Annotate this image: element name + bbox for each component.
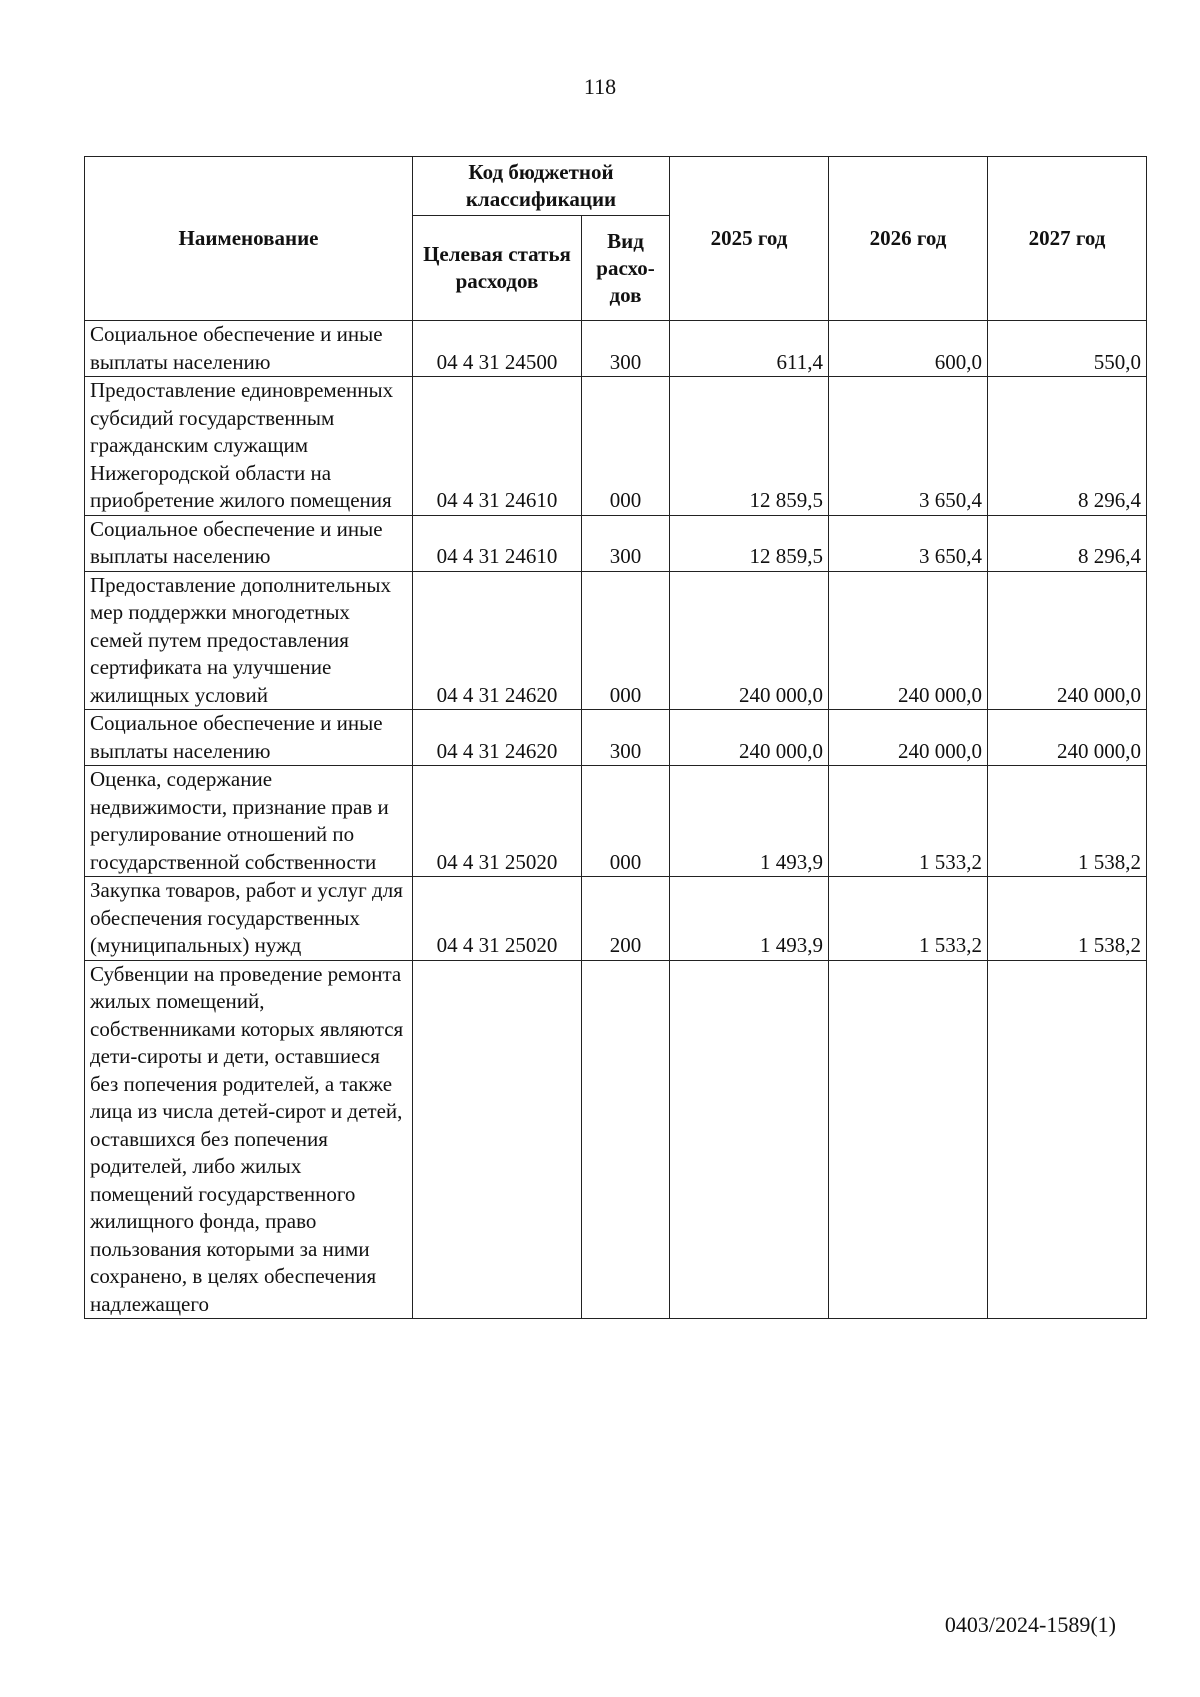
row-value-2026 — [829, 960, 988, 1319]
row-expense-kind: 300 — [582, 321, 670, 377]
row-name: Закупка товаров, работ и услуг для обеспечения государственных (муниципальных) нужд — [85, 877, 413, 961]
row-expense-kind: 000 — [582, 571, 670, 710]
header-2026: 2026 год — [829, 157, 988, 321]
row-value-2027 — [988, 960, 1147, 1319]
row-value-2027: 1 538,2 — [988, 766, 1147, 877]
row-target-code: 04 4 31 25020 — [413, 766, 582, 877]
row-name: Предоставление единовременных субсидий государственным гражданским служащим Нижегородской области на приобретение жилого помещения — [85, 377, 413, 516]
row-value-2027: 240 000,0 — [988, 710, 1147, 766]
header-name: Наименование — [85, 157, 413, 321]
header-expense-kind: Вид расхо-дов — [582, 216, 670, 321]
row-name: Социальное обеспечение и иные выплаты населению — [85, 515, 413, 571]
row-value-2025: 611,4 — [670, 321, 829, 377]
header-2027: 2027 год — [988, 157, 1147, 321]
row-target-code — [413, 960, 582, 1319]
header-target-article: Целевая статья расходов — [413, 216, 582, 321]
row-value-2026: 600,0 — [829, 321, 988, 377]
row-expense-kind — [582, 960, 670, 1319]
table-row — [85, 960, 1147, 1319]
row-value-2027: 8 296,4 — [988, 377, 1147, 516]
header-classification-group: Код бюджетной классификации — [413, 157, 670, 216]
row-name: Предоставление дополнительных мер поддержки многодетных семей путем предоставления сертификата на улучшение жилищных условий — [85, 571, 413, 710]
row-value-2027: 8 296,4 — [988, 515, 1147, 571]
row-value-2026: 3 650,4 — [829, 377, 988, 516]
row-target-code: 04 4 31 24620 — [413, 710, 582, 766]
page-number: 118 — [583, 74, 617, 99]
row-value-2026: 1 533,2 — [829, 877, 988, 961]
table-row — [85, 766, 1147, 877]
row-value-2026: 240 000,0 — [829, 710, 988, 766]
row-target-code: 04 4 31 24500 — [413, 321, 582, 377]
row-target-code: 04 4 31 24610 — [413, 515, 582, 571]
row-value-2026: 240 000,0 — [829, 571, 988, 710]
table-row — [85, 877, 1147, 961]
row-value-2025: 1 493,9 — [670, 877, 829, 961]
row-name: Субвенции на проведение ремонта жилых помещений, собственниками которых являются дети-сироты и дети, оставшиеся без попечения родителей, а также лица из числа детей-сирот и детей, оставшихся без попечения родителей, либо жилых помещений государственного жилищного фонда, право пользования которыми за ними сохранено, в целях обеспечения надлежащего — [85, 960, 413, 1319]
row-name: Оценка, содержание недвижимости, признание прав и регулирование отношений по государственной собственности — [85, 766, 413, 877]
table-body — [85, 321, 1147, 1319]
row-expense-kind: 000 — [582, 377, 670, 516]
row-value-2025: 240 000,0 — [670, 571, 829, 710]
row-value-2027: 240 000,0 — [988, 571, 1147, 710]
row-value-2025: 1 493,9 — [670, 766, 829, 877]
header-2025: 2025 год — [670, 157, 829, 321]
table-row — [85, 710, 1147, 766]
row-target-code: 04 4 31 24620 — [413, 571, 582, 710]
row-value-2025 — [670, 960, 829, 1319]
row-expense-kind: 200 — [582, 877, 670, 961]
table-row — [85, 571, 1147, 710]
table-row — [85, 377, 1147, 516]
row-value-2026: 1 533,2 — [829, 766, 988, 877]
row-name: Социальное обеспечение и иные выплаты населению — [85, 321, 413, 377]
row-value-2027: 1 538,2 — [988, 877, 1147, 961]
row-target-code: 04 4 31 25020 — [413, 877, 582, 961]
table-row — [85, 321, 1147, 377]
table-header — [85, 157, 1147, 321]
row-expense-kind: 300 — [582, 515, 670, 571]
row-value-2025: 12 859,5 — [670, 377, 829, 516]
document-code: 0403/2024-1589(1) — [944, 1612, 1116, 1637]
row-expense-kind: 000 — [582, 766, 670, 877]
row-value-2025: 240 000,0 — [670, 710, 829, 766]
row-name: Социальное обеспечение и иные выплаты населению — [85, 710, 413, 766]
row-expense-kind: 300 — [582, 710, 670, 766]
table-row — [85, 515, 1147, 571]
row-value-2027: 550,0 — [988, 321, 1147, 377]
row-value-2026: 3 650,4 — [829, 515, 988, 571]
row-target-code: 04 4 31 24610 — [413, 377, 582, 516]
budget-table — [84, 156, 1147, 1319]
row-value-2025: 12 859,5 — [670, 515, 829, 571]
